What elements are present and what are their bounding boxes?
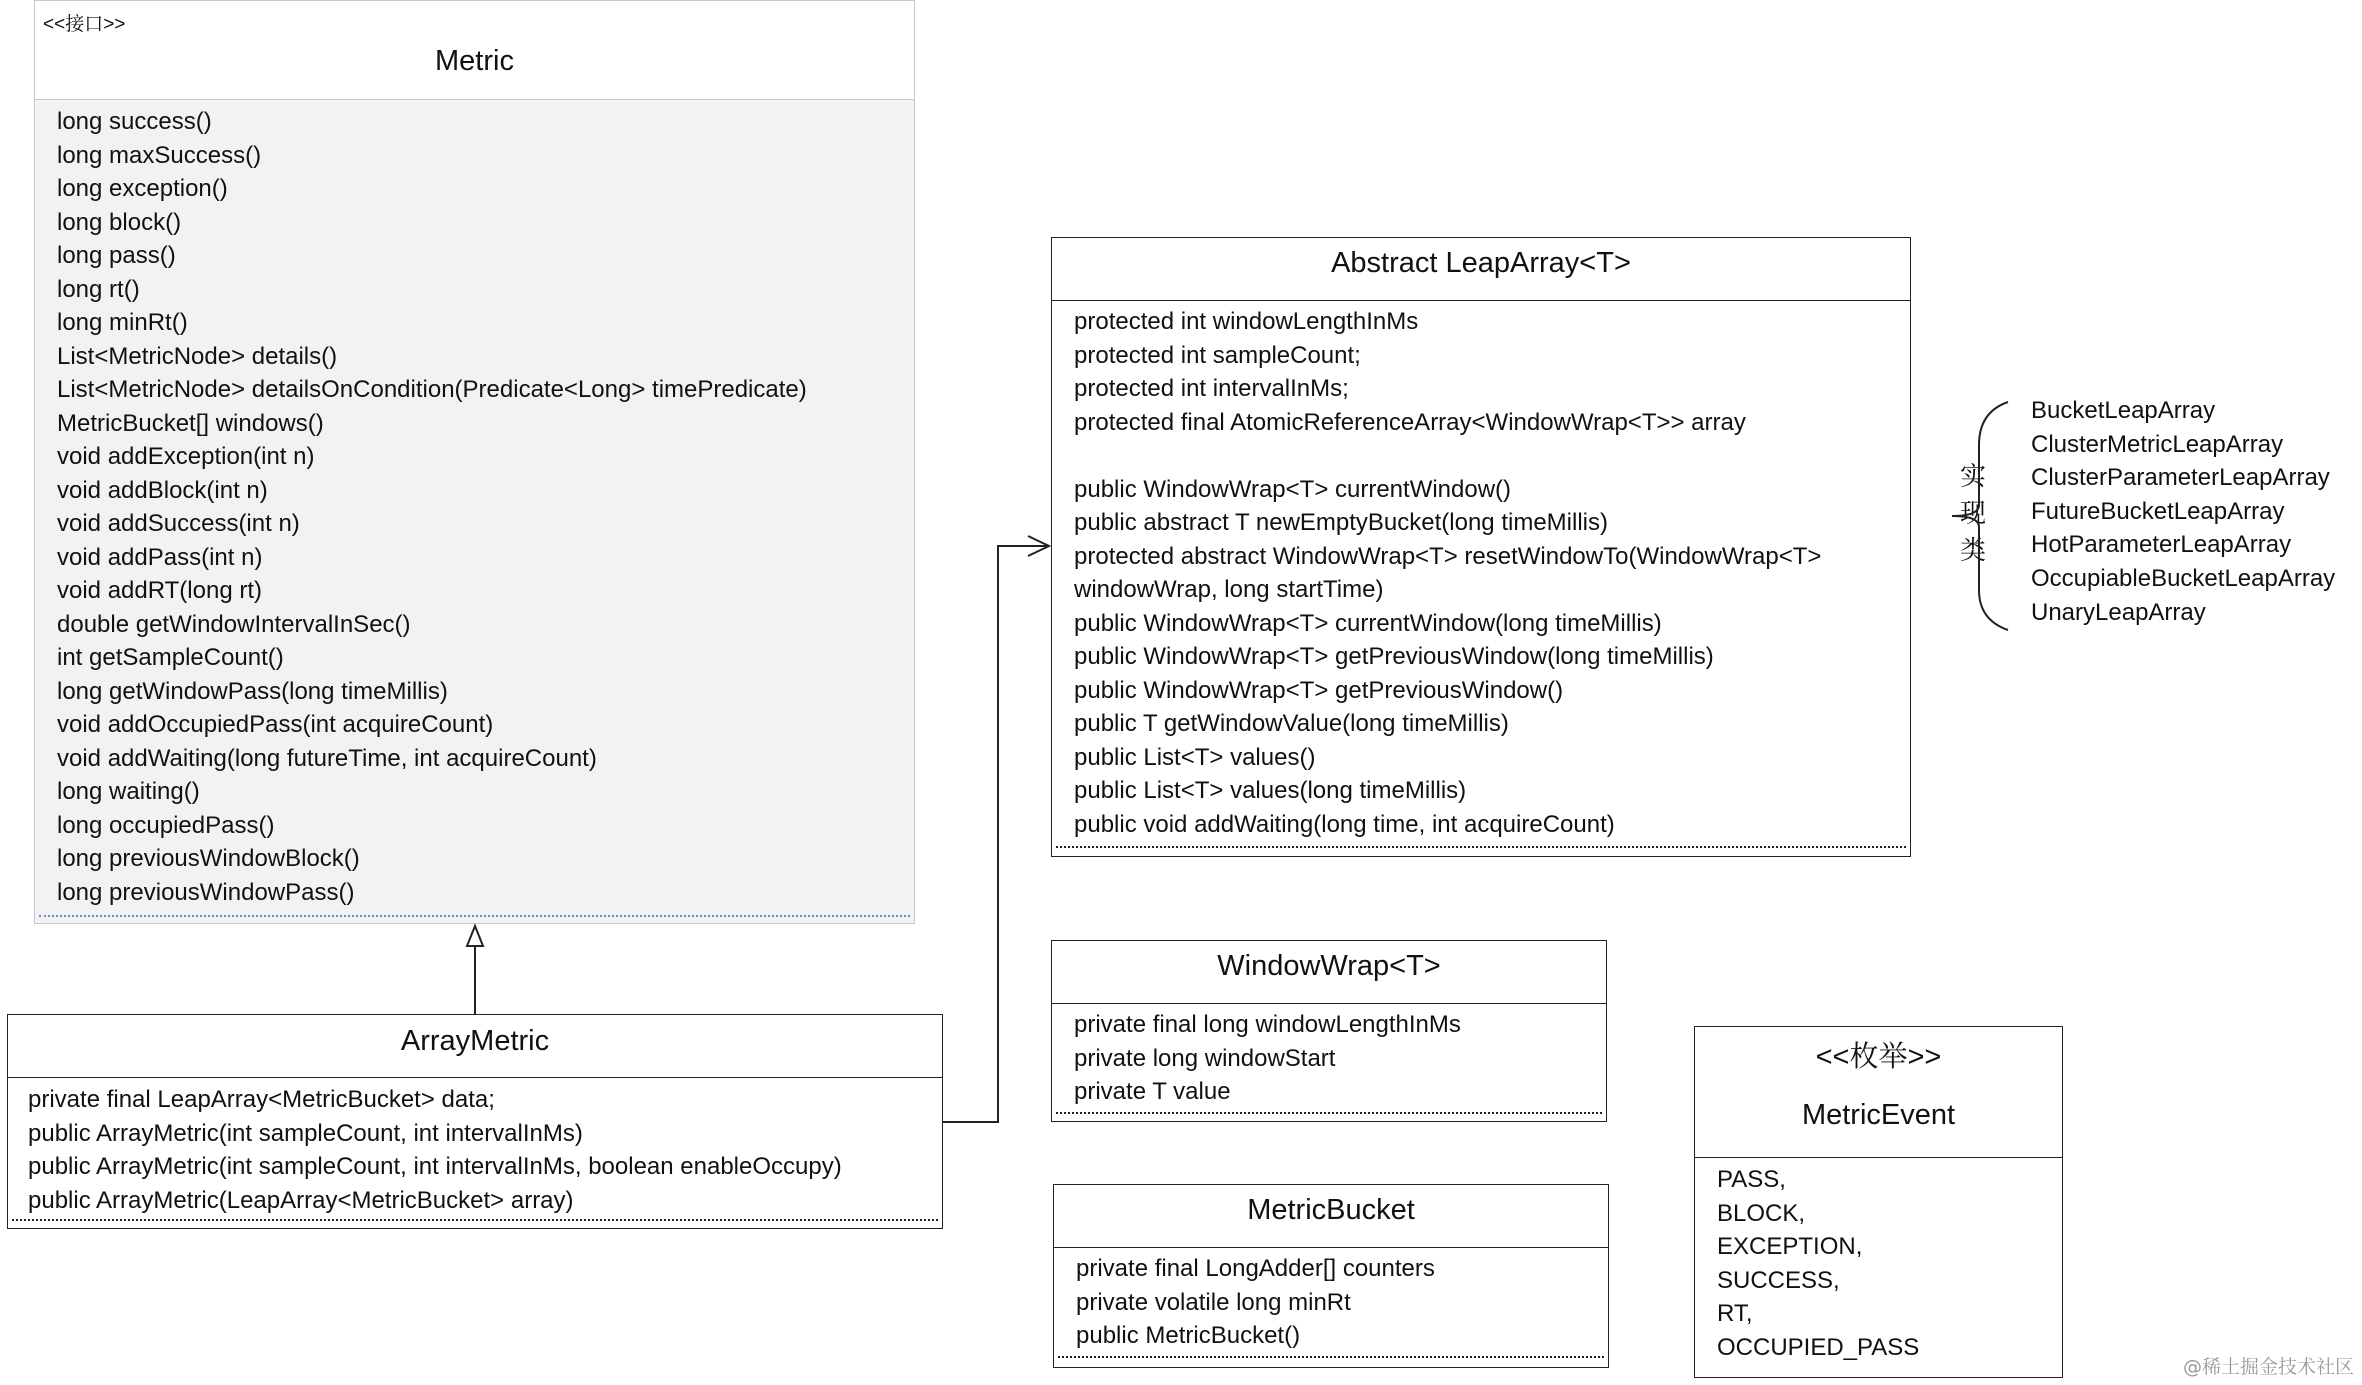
implementation-class: UnaryLeapArray <box>2031 598 2206 626</box>
metric-method: void addSuccess(int n) <box>57 510 300 537</box>
metric-method: void addPass(int n) <box>57 543 263 571</box>
window-wrap-member: private T value <box>1074 1078 1231 1105</box>
metric-method: void addOccupiedPass(int acquireCount) <box>57 711 494 738</box>
inheritance-arrowhead <box>467 926 483 946</box>
leap-array-field: protected int sampleCount; <box>1074 341 1361 369</box>
implementation-class: ClusterParameterLeapArray <box>2031 464 2330 492</box>
metric-method: long maxSuccess() <box>57 141 262 169</box>
leap-array-method: public WindowWrap<T> currentWindow() <box>1074 475 1512 503</box>
metric-method: long minRt() <box>57 309 188 336</box>
array-metric-class-name: ArrayMetric <box>400 1025 550 1057</box>
metric-method: long block() <box>57 208 182 236</box>
window-wrap-member: private final long windowLengthInMs <box>1074 1011 1461 1038</box>
array-metric-member: private final LeapArray<MetricBucket> data; <box>28 1086 495 1113</box>
metric-event-value: SUCCESS, <box>1717 1266 1840 1294</box>
leap-array-method: public abstract T newEmptyBucket(long timeMillis) <box>1074 509 1608 536</box>
metric-method: long occupiedPass() <box>57 811 275 839</box>
implementation-class: FutureBucketLeapArray <box>2031 497 2285 525</box>
metric-method: long rt() <box>57 275 140 303</box>
leap-array-method: public WindowWrap<T> getPreviousWindow(long timeMillis) <box>1074 643 1714 670</box>
leap-array-class-name: Abstract LeapArray<T> <box>1331 247 1631 279</box>
metric-event-value: BLOCK, <box>1717 1199 1806 1227</box>
implementations-brace <box>1952 402 2008 630</box>
leap-array-field: protected final AtomicReferenceArray<WindowWrap<T>> array <box>1074 408 1746 436</box>
metric-event-value: OCCUPIED_PASS <box>1717 1333 1920 1361</box>
metric-bucket-member: private final LongAdder[] counters <box>1076 1255 1435 1282</box>
leap-array-field: protected int windowLengthInMs <box>1074 308 1419 335</box>
metric-method: List<MetricNode> detailsOnCondition(Predicate<Long> timePredicate) <box>57 376 807 403</box>
implementation-class: BucketLeapArray <box>2031 397 2216 424</box>
leap-array-method: public T getWindowValue(long timeMillis) <box>1074 710 1509 737</box>
metric-method: double getWindowIntervalInSec() <box>57 610 411 638</box>
leap-array-method: public List<T> values() <box>1074 743 1316 771</box>
metric-method: long pass() <box>57 242 176 269</box>
leap-array-method: public List<T> values(long timeMillis) <box>1074 777 1467 804</box>
implementation-class: ClusterMetricLeapArray <box>2031 430 2284 458</box>
leap-array-method: public WindowWrap<T> getPreviousWindow() <box>1074 676 1564 704</box>
implementations-label-char: 现 <box>1959 498 1986 528</box>
implementation-class: OccupiableBucketLeapArray <box>2031 564 2336 592</box>
association-line <box>943 546 1049 1122</box>
leap-array-method: protected abstract WindowWrap<T> resetWindowTo(WindowWrap<T> <box>1074 542 1822 570</box>
metric-method: List<MetricNode> details() <box>57 342 338 370</box>
implementation-class: HotParameterLeapArray <box>2031 531 2292 559</box>
metric-stereotype: <<接口>> <box>43 14 126 35</box>
metric-method: long waiting() <box>57 778 200 805</box>
metric-method: void addWaiting(long futureTime, int acquireCount) <box>57 744 597 772</box>
array-metric-member: public ArrayMetric(int sampleCount, int intervalInMs) <box>28 1119 583 1147</box>
metric-event-class-name: MetricEvent <box>1801 1099 1956 1131</box>
leap-array-method: public void addWaiting(long time, int acquireCount) <box>1074 810 1615 838</box>
watermark: @稀土掘金技术社区 <box>2182 1356 2354 1378</box>
metric-method: MetricBucket[] windows() <box>57 409 324 437</box>
metric-bucket-member: private volatile long minRt <box>1076 1288 1351 1316</box>
metric-method: void addException(int n) <box>57 443 315 470</box>
metric-method: long success() <box>57 108 212 135</box>
leap-array-method: windowWrap, long startTime) <box>1074 576 1384 603</box>
metric-method: long exception() <box>57 175 228 202</box>
metric-event-value: RT, <box>1717 1300 1753 1327</box>
implementations-label-char: 类 <box>1959 535 1986 565</box>
metric-method: void addBlock(int n) <box>57 476 268 504</box>
metric-method: long previousWindowPass() <box>57 878 355 906</box>
metric-method: long previousWindowBlock() <box>57 845 360 872</box>
array-metric-member: public ArrayMetric(int sampleCount, int intervalInMs, boolean enableOccupy) <box>28 1153 842 1180</box>
metric-event-stereotype: <<枚举>> <box>1815 1041 1942 1073</box>
metric-bucket-class-name: MetricBucket <box>1247 1194 1415 1226</box>
leap-array-field: protected int intervalInMs; <box>1074 375 1349 402</box>
metric-method: void addRT(long rt) <box>57 577 262 604</box>
metric-method: int getSampleCount() <box>57 644 284 671</box>
metric-bucket-member: public MetricBucket() <box>1076 1322 1301 1349</box>
implementations-label-char: 实 <box>1959 461 1986 491</box>
metric-class-name: Metric <box>435 45 514 77</box>
window-wrap-class-name: WindowWrap<T> <box>1217 950 1441 982</box>
window-wrap-member: private long windowStart <box>1074 1044 1336 1072</box>
metric-event-value: PASS, <box>1717 1166 1786 1193</box>
metric-event-value: EXCEPTION, <box>1717 1233 1863 1260</box>
leap-array-method: public WindowWrap<T> currentWindow(long timeMillis) <box>1074 609 1662 637</box>
array-metric-member: public ArrayMetric(LeapArray<MetricBucket> array) <box>28 1186 574 1214</box>
metric-method: long getWindowPass(long timeMillis) <box>57 677 448 705</box>
